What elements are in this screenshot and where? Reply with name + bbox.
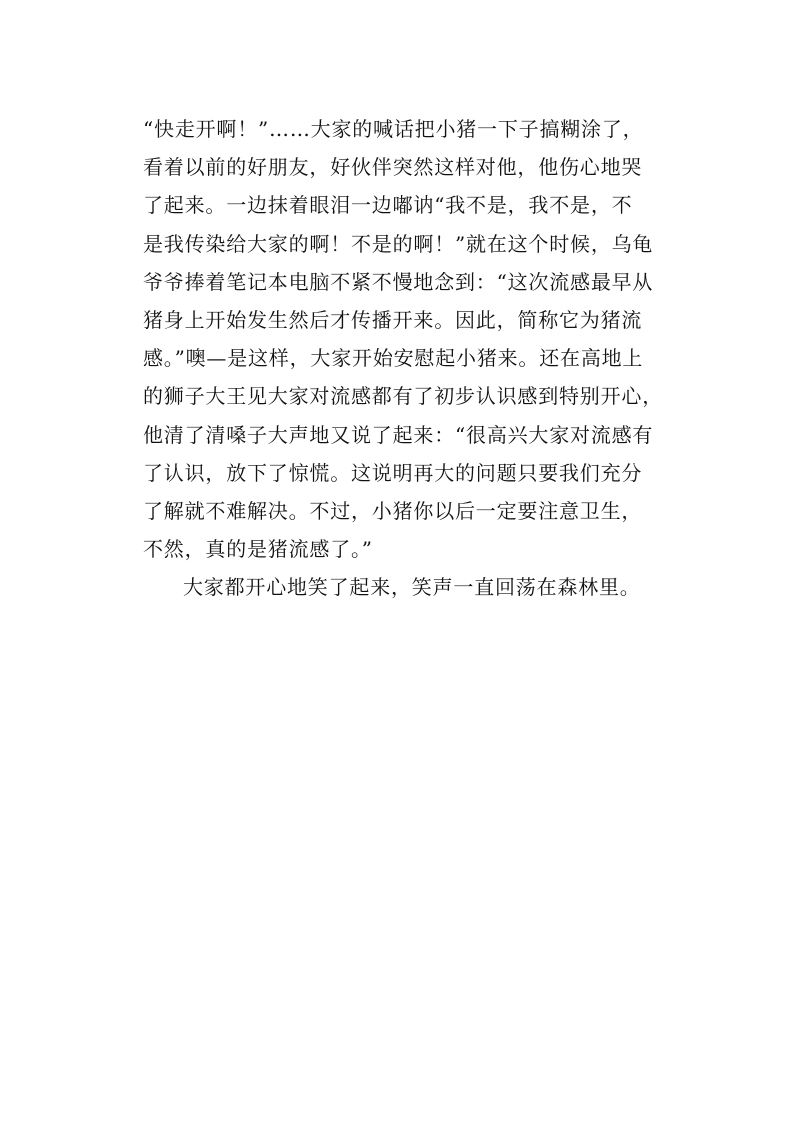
text-line: 的狮子大王见大家对流感都有了初步认识感到特别开心， xyxy=(143,384,663,409)
text-line: 了认识，放下了惊慌。这说明再大的问题只要我们充分 xyxy=(143,460,643,485)
text-line: 看着以前的好朋友，好伙伴突然这样对他，他伤心地哭 xyxy=(143,155,643,180)
text-line: “快走开啊！”……大家的喊话把小猪一下子搞糊涂了， xyxy=(143,117,644,141)
text-line: 感。”噢—是这样，大家开始安慰起小猪来。还在高地上 xyxy=(143,346,644,371)
text-line: 了起来。一边抹着眼泪一边嘟讷“我不是，我不是，不 xyxy=(143,193,633,218)
text-line: 猪身上开始发生然后才传播开来。因此，简称它为猪流 xyxy=(143,307,643,332)
text-line: 不然，真的是猪流感了。” xyxy=(143,537,373,562)
text-line: 爷爷捧着笔记本电脑不紧不慢地念到：“这次流感最早从 xyxy=(143,269,654,294)
story-text xyxy=(143,110,673,606)
text-line: 了解就不难解决。不过，小猪你以后一定要注意卫生， xyxy=(143,498,643,523)
text-line: 是我传染给大家的啊！不是的啊！”就在这个时候，乌龟 xyxy=(143,231,654,256)
closing-paragraph-line: 大家都开心地笑了起来，笑声一直回荡在森林里。 xyxy=(183,575,641,600)
text-line: 他清了清嗓子大声地又说了起来：“很高兴大家对流感有 xyxy=(143,422,654,447)
